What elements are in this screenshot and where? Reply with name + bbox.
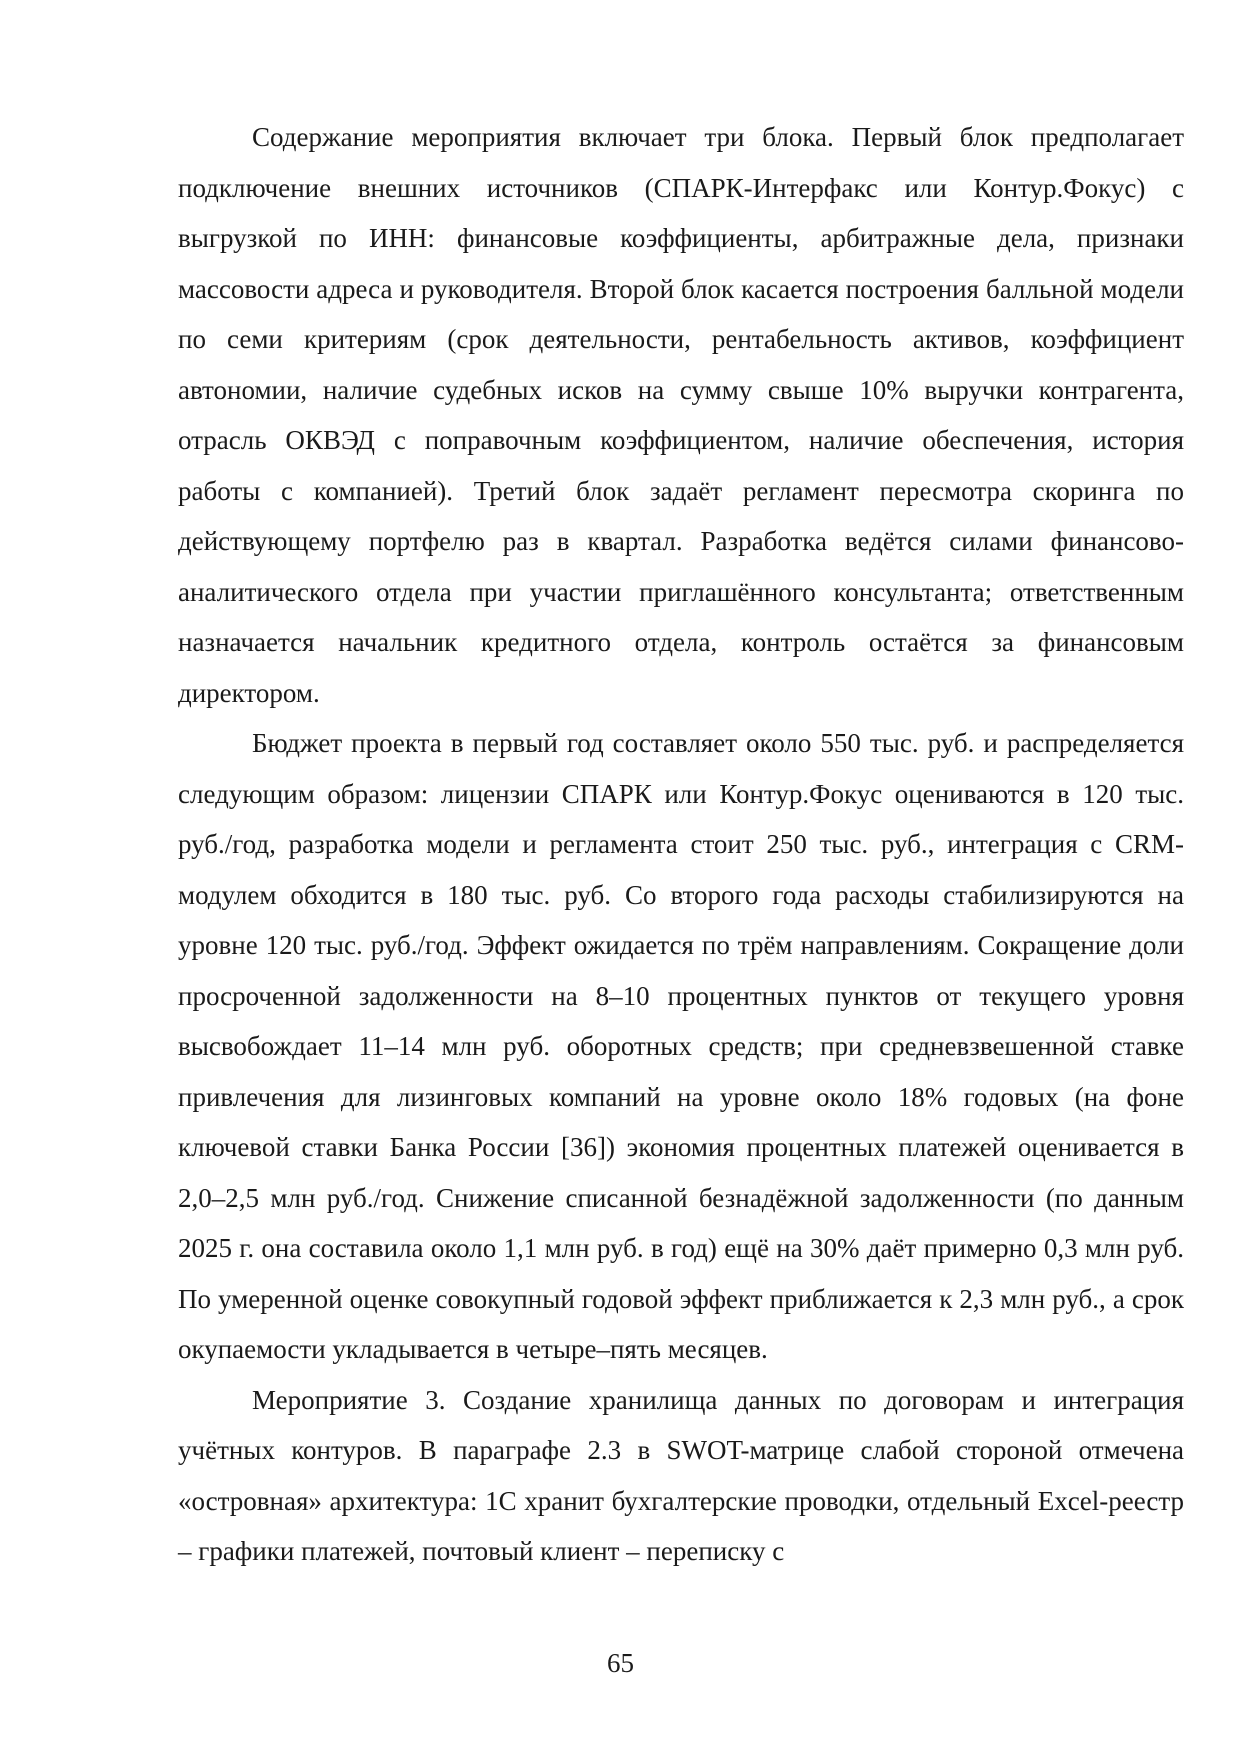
- paragraph-event-3: Мероприятие 3. Создание хранилища данных по договорам и интеграция учётных контуров. В параграфе 2.3 в SWOT-матрице слабой стороной отмечена «островная» архитектура: 1С хранит бухгалтерские проводки, отдельный Excel-реестр – графики платежей, почтовый клиент – переписку с: [178, 1384, 1184, 1566]
- page-number: 65: [607, 1648, 634, 1678]
- paragraph-event-contents: Содержание мероприятия включает три блока. Первый блок предполагает подключение внешних источников (СПАРК-Интерфакс или Контур.Фокус) с выгрузкой по ИНН: финансовые коэффициенты, арбитражные дела, признаки массовости адреса и руководителя. Второй блок касается построения балльной модели по семи критериям (срок деятельности, рентабельность активов, коэффициент автономии, наличие судебных исков на сумму свыше 10% выручки контрагента, отрасль ОКВЭД с поправочным коэффициентом, наличие обеспечения, история работы с компанией). Третий блок задаёт регламент пересмотра скоринга по действующему портфелю раз в квартал. Разработка ведётся силами финансово-аналитического отдела при участии приглашённого консультанта; ответственным назначается начальник кредитного отдела, контроль остаётся за финансовым директором.: [178, 122, 1184, 708]
- body-text: [178, 112, 1184, 1577]
- paragraph-project-budget: Бюджет проекта в первый год составляет около 550 тыс. руб. и распределяется следующим образом: лицензии СПАРК или Контур.Фокус оцениваются в 120 тыс. руб./год, разработка модели и регламента стоит 250 тыс. руб., интеграция с CRM-модулем обходится в 180 тыс. руб. Со второго года расходы стабилизируются на уровне 120 тыс. руб./год. Эффект ожидается по трём направлениям. Сокращение доли просроченной задолженности на 8–10 процентных пунктов от текущего уровня высвобождает 11–14 млн руб. оборотных средств; при средневзвешенной ставке привлечения для лизинговых компаний на уровне около 18% годовых (на фоне ключевой ставки Банка России [36]) экономия процентных платежей оценивается в 2,0–2,5 млн руб./год. Снижение списанной безнадёжной задолженности (по данным 2025 г. она составила около 1,1 млн руб. в год) ещё на 30% даёт примерно 0,3 млн руб. По умеренной оценке совокупный годовой эффект приближается к 2,3 млн руб., а срок окупаемости укладывается в четыре–пять месяцев.: [178, 728, 1184, 1364]
